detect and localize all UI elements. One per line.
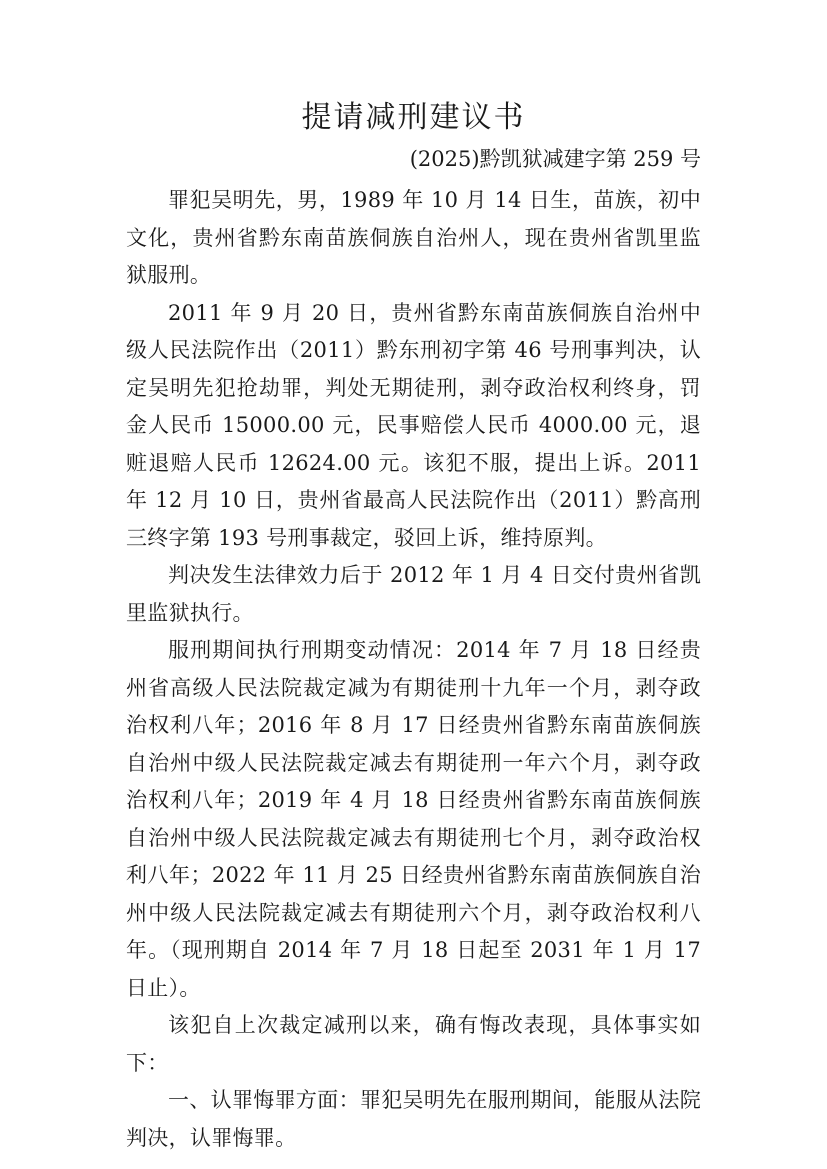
document-title: 提请减刑建议书 <box>301 100 526 135</box>
paragraph-admission-of-guilt: 一、认罪悔罪方面：罪犯吴明先在服刑期间，能服从法院判决，认罪悔罪。 <box>126 1088 701 1150</box>
paragraph-criminal-info: 罪犯吴明先，男，1989 年 10 月 14 日生，苗族，初中文化，贵州省黔东南苗族侗族自治州人，现在贵州省凯里监狱服刑。 <box>126 188 701 287</box>
paragraph-original-judgment: 2011 年 9 月 20 日，贵州省黔东南苗族侗族自治州中级人民法院作出（2011）黔东刑初字第 46 号刑事判决，认定吴明先犯抢劫罪，判处无期徒刑，剥夺政治权利终身，罚金人民币 15000.00 元，民事赔偿人民币 4000.00 元，退赃退赔人民币 12624.00 元。该犯不服，提出上诉。2011 年 12 月 10 日，贵州省最高人民法院作出（2011）黔高刑三终字第 193 号刑事裁定，驳回上诉，维持原判。 <box>126 300 701 550</box>
paragraph-sentence-changes: 服刑期间执行刑期变动情况：2014 年 7 月 18 日经贵州省高级人民法院裁定减为有期徒刑十九年一个月，剥夺政治权利八年；2016 年 8 月 17 日经贵州省黔东南苗族侗族自治州中级人民法院裁定减去有期徒刑一年六个月，剥夺政治权利八年；2019 年 4 月 18 日经贵州省黔东南苗族侗族自治州中级人民法院裁定减去有期徒刑七个月，剥夺政治权利八年；2022 年 11 月 25 日经贵州省黔东南苗族侗族自治州中级人民法院裁定减去有期徒刑六个月，剥夺政治权利八年。（现刑期自 2014 年 7 月 18 日起至 2031 年 1 月 17 日止）。 <box>126 638 701 1000</box>
document-number: (2025)黔凯狱减建字第 259 号 <box>409 147 701 171</box>
paragraph-repentance-summary: 该犯自上次裁定减刑以来，确有悔改表现，具体事实如下： <box>126 1013 701 1075</box>
document-body <box>126 182 701 1157</box>
paragraph-execution: 判决发生法律效力后于 2012 年 1 月 4 日交付贵州省凯里监狱执行。 <box>126 563 701 625</box>
